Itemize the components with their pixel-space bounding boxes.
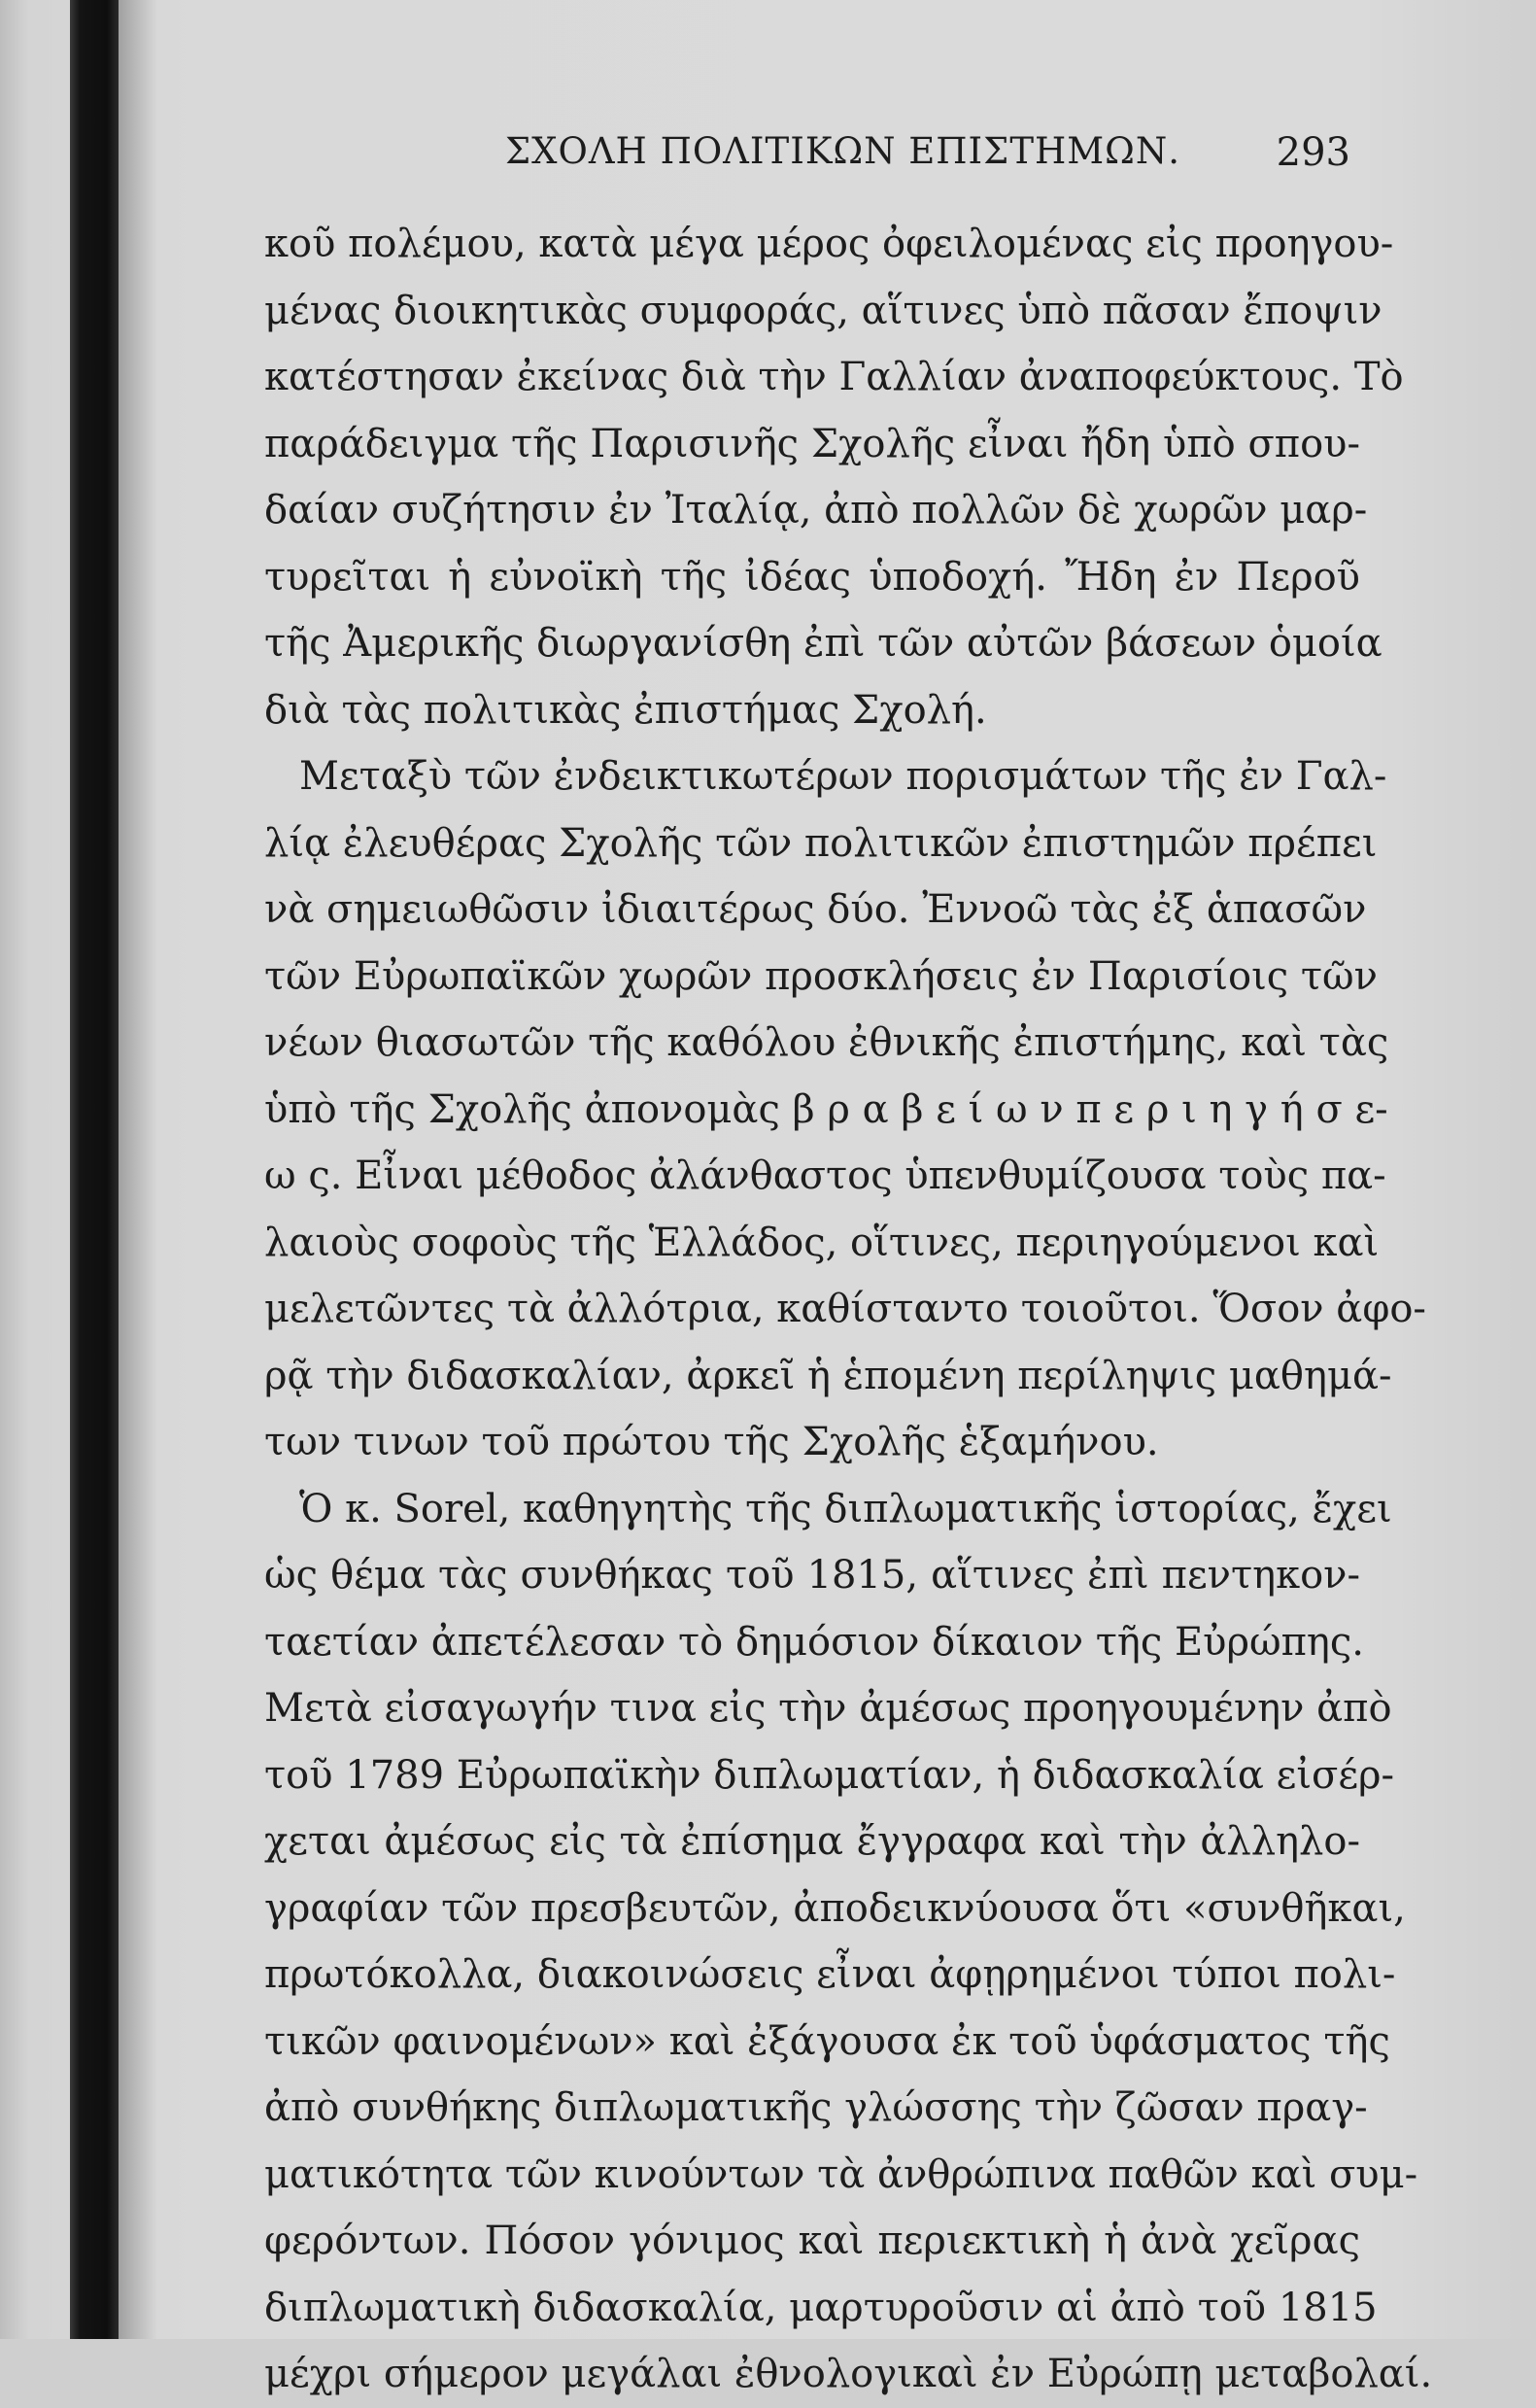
text-line: τικῶν φαινομένων» καὶ ἐξάγουσα ἐκ τοῦ ὑφάσματος τῆς xyxy=(264,2018,1390,2064)
text-line: ρᾷ τὴν διδασκαλίαν, ἀρκεῖ ἡ ἑπομένη περίληψις μαθημά- xyxy=(264,1353,1392,1398)
text-line: ματικότητα τῶν κινούντων τὰ ἀνθρώπινα παθῶν καὶ συμ- xyxy=(264,2151,1418,2197)
text-line: φερόντων. Πόσον γόνιμος καὶ περιεκτικὴ ἡ ἀνὰ χεῖρας xyxy=(264,2219,1360,2263)
text-line: μέχρι σήμερον μεγάλαι ἐθνολογικαὶ ἐν Εὐρώπῃ μεταβολαί. xyxy=(264,2352,1433,2396)
text-line: λαιοὺς σοφοὺς τῆς Ἑλλάδος, οἵτινες, περιηγούμενοι καὶ xyxy=(264,1220,1380,1265)
text-line: τῶν Εὐρωπαϊκῶν χωρῶν προσκλήσεις ἐν Παρισίοις τῶν xyxy=(264,953,1378,999)
gutter-shadow xyxy=(119,0,157,2339)
text-line: πρωτόκολλα, διακοινώσεις εἶναι ἀφῃρημένοι τύποι πολι- xyxy=(264,1952,1396,1997)
text-line: Ὁ κ. Sorel, καθηγητὴς τῆς διπλωματικῆς ἱστορίας, ἔχει xyxy=(299,1486,1392,1531)
text-line: τοῦ 1789 Εὐρωπαϊκὴν διπλωματίαν, ἡ διδασκαλία εἰσέρ- xyxy=(264,1752,1395,1798)
text-line: ταετίαν ἀπετέλεσαν τὸ δημόσιον δίκαιον τῆς Εὐρώπης. xyxy=(264,1619,1364,1665)
text-line: των τινων τοῦ πρώτου τῆς Σχολῆς ἑξαμήνου. xyxy=(264,1420,1159,1464)
text-line: μελετῶντες τὰ ἀλλότρια, καθίσταντο τοιοῦτοι. Ὅσον ἀφο- xyxy=(264,1287,1426,1331)
text-line: νὰ σημειωθῶσιν ἰδιαιτέρως δύο. Ἐννοῶ τὰς ἐξ ἁπασῶν xyxy=(264,887,1367,932)
text-line: τῆς Ἀμερικῆς διωργανίσθη ἐπὶ τῶν αὐτῶν βάσεων ὁμοία xyxy=(264,621,1382,666)
text-line: Μεταξὺ τῶν ἐνδεικτικωτέρων πορισμάτων τῆς ἐν Γαλ- xyxy=(299,754,1387,799)
text-line: γραφίαν τῶν πρεσβευτῶν, ἀποδεικνύουσα ὅτι «συνθῆκαι, xyxy=(264,1885,1406,1931)
text-line: παράδειγμα τῆς Παρισινῆς Σχολῆς εἶναι ἤδη ὑπὸ σπου- xyxy=(264,421,1360,466)
text-line: χεται ἀμέσως εἰς τὰ ἐπίσημα ἔγγραφα καὶ τὴν ἀλληλο- xyxy=(264,1819,1360,1864)
text-line: ἀπὸ συνθήκης διπλωματικῆς γλώσσης τὴν ζῶσαν πραγ- xyxy=(264,2085,1368,2130)
text-line: διπλωματικὴ διδασκαλία, μαρτυροῦσιν αἱ ἀπὸ τοῦ 1815 xyxy=(264,2285,1378,2330)
text-line: ω ς. Εἶναι μέθοδος ἀλάνθαστος ὑπενθυμίζουσα τοὺς πα- xyxy=(264,1153,1386,1198)
running-title: ΣΧΟΛΗ ΠΟΛΙΤΙΚΩΝ ΕΠΙΣΤΗΜΩΝ. xyxy=(505,130,1180,172)
text-line: τυρεῖται ἡ εὐνοϊκὴ τῆς ἰδέας ὑποδοχή. Ἤδη ἐν Περοῦ xyxy=(264,554,1360,600)
text-line: λίᾳ ἐλευθέρας Σχολῆς τῶν πολιτικῶν ἐπιστημῶν πρέπει xyxy=(264,820,1378,866)
text-line: ὡς θέμα τὰς συνθήκας τοῦ 1815, αἵτινες ἐπὶ πεντηκον- xyxy=(264,1553,1360,1598)
text-line: μένας διοικητικὰς συμφοράς, αἵτινες ὑπὸ πᾶσαν ἔποψιν xyxy=(264,288,1382,333)
book-spine-shadow xyxy=(70,0,119,2339)
body-text xyxy=(264,211,1433,2408)
text-line: κοῦ πολέμου, κατὰ μέγα μέρος ὀφειλομένας εἰς προηγου- xyxy=(264,222,1394,266)
text-line: δαίαν συζήτησιν ἐν Ἰταλίᾳ, ἀπὸ πολλῶν δὲ χωρῶν μαρ- xyxy=(264,488,1368,533)
page-number: 293 xyxy=(1276,130,1350,175)
text-line: Μετὰ εἰσαγωγήν τινα εἰς τὴν ἀμέσως προηγουμένην ἀπὸ xyxy=(264,1686,1392,1731)
page-header xyxy=(204,130,1350,179)
text-line: κατέστησαν ἐκείνας διὰ τὴν Γαλλίαν ἀναποφεύκτους. Τὸ xyxy=(264,355,1404,399)
text-line: ὑπὸ τῆς Σχολῆς ἀπονομὰς β ρ α β ε ί ω ν π ε ρ ι η γ ή σ ε- xyxy=(264,1086,1388,1132)
text-line: νέων θιασωτῶν τῆς καθόλου ἐθνικῆς ἐπιστήμης, καὶ τὰς xyxy=(264,1020,1389,1065)
text-line: διὰ τὰς πολιτικὰς ἐπιστήμας Σχολή. xyxy=(264,687,987,733)
